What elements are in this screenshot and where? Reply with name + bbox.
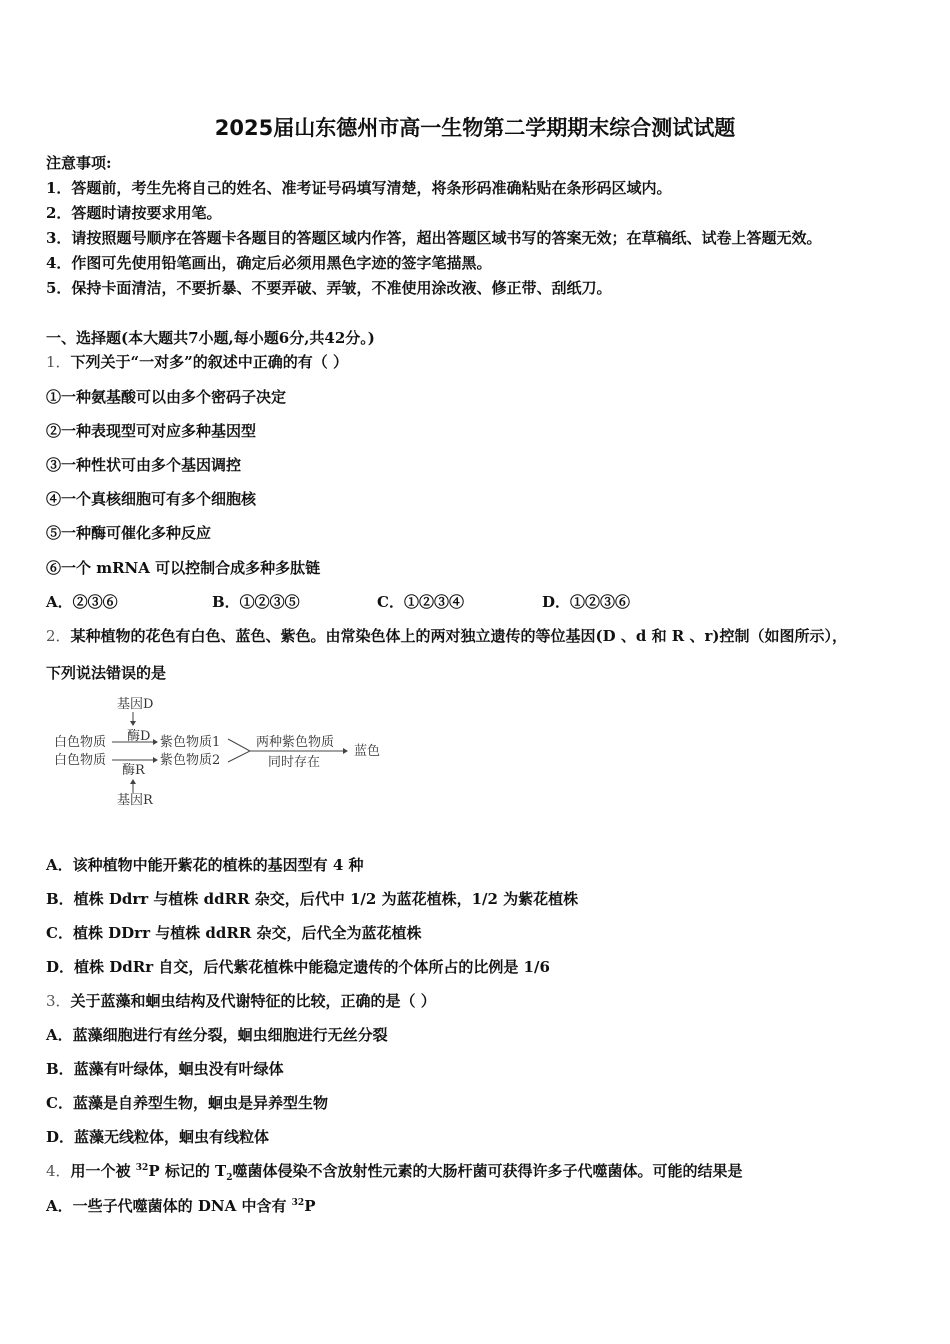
- option-text-part: P: [304, 1197, 316, 1215]
- question-stem-part: 用一个被: [70, 1162, 136, 1180]
- question-3: [46, 990, 436, 1011]
- gene-r-arrowhead: [130, 779, 136, 784]
- white-substance-2: 白色物质: [54, 753, 107, 768]
- option-a[interactable]: A．蓝藻细胞进行有丝分裂，蛔虫细胞进行无丝分裂: [46, 1026, 388, 1044]
- option-a[interactable]: A．②③⑥: [46, 593, 118, 611]
- white-substance-1: 白色物质: [54, 735, 107, 750]
- both-purple-label-2: 同时存在: [268, 755, 321, 770]
- option-b[interactable]: B．蓝藻有叶绿体，蛔虫没有叶绿体: [46, 1060, 284, 1078]
- section-heading: 一、选择题(本大题共7小题,每小题6分,共42分。): [46, 329, 375, 347]
- combine-bracket: [228, 739, 250, 762]
- enzyme-r-label: 酶R: [122, 763, 145, 778]
- option-d[interactable]: D．蓝藻无线粒体，蛔虫有线粒体: [46, 1128, 270, 1146]
- option-a[interactable]: [46, 1195, 315, 1216]
- question-2: [46, 625, 847, 646]
- question-number: 3．: [46, 992, 71, 1010]
- gene-d-label: 基因D: [117, 697, 154, 712]
- statement: ②一种表现型可对应多种基因型: [46, 422, 257, 440]
- page-title: 2025届山东德州市高一生物第二学期期末综合测试试题: [214, 116, 736, 140]
- notice-item: 1．答题前，考生先将自己的姓名、准考证号码填写清楚，将条形码准确粘贴在条形码区域内。: [46, 179, 672, 197]
- notice-item: 3．请按照题号顺序在答题卡各题目的答题区域内作答，超出答题区域书写的答案无效；在草稿纸、试卷上答题无效。: [46, 229, 822, 247]
- option-d[interactable]: D．①②③⑥: [542, 593, 631, 611]
- option-a[interactable]: A．该种植物中能开紫花的植株的基因型有 4 种: [46, 856, 364, 874]
- question-number: 1．: [46, 353, 71, 371]
- question-4: [46, 1160, 742, 1183]
- blue-label: 蓝色: [354, 744, 381, 759]
- question-stem: 下列关于“一对多”的叙述中正确的有（ ）: [70, 353, 349, 371]
- purple-substance-1: 紫色物质1: [160, 735, 221, 750]
- gene-r-label: 基因R: [117, 793, 153, 808]
- statement: ⑥一个 mRNA 可以控制合成多种多肽链: [46, 559, 321, 577]
- question-stem: 某种植物的花色有白色、蓝色、紫色。由常染色体上的两对独立遗传的等位基因(D 、d 和 R 、r)控制（如图所示），: [70, 627, 847, 645]
- purple-substance-2: 紫色物质2: [160, 753, 221, 768]
- superscript: 32: [291, 1198, 305, 1208]
- question-stem-part: P 标记的 T: [148, 1162, 227, 1180]
- enzyme-d-label: 酶D: [127, 729, 151, 744]
- superscript: 32: [135, 1163, 149, 1173]
- arrowhead-purple1: [153, 739, 158, 745]
- question-stem-part: 噬菌体侵染不含放射性元素的大肠杆菌可获得许多子代噬菌体。可能的结果是: [232, 1162, 743, 1180]
- option-c[interactable]: C．植株 DDrr 与植株 ddRR 杂交，后代全为蓝花植株: [46, 924, 422, 942]
- gene-d-arrowhead: [130, 721, 136, 726]
- option-b[interactable]: B．植株 Ddrr 与植株 ddRR 杂交，后代中 1/2 为蓝花植株，1/2 为紫花植株: [46, 890, 579, 908]
- statement: ①一种氨基酸可以由多个密码子决定: [46, 388, 287, 406]
- statement: ③一种性状可由多个基因调控: [46, 456, 242, 474]
- arrowhead-purple2: [153, 757, 158, 763]
- question-1: [46, 351, 348, 372]
- question-number: 4．: [46, 1162, 71, 1180]
- option-b[interactable]: B．①②③⑤: [212, 593, 300, 611]
- question-stem: 关于蓝藻和蛔虫结构及代谢特征的比较，正确的是（ ）: [70, 992, 436, 1010]
- statement: ④一个真核细胞可有多个细胞核: [46, 490, 257, 508]
- arrowhead-blue: [343, 748, 348, 754]
- option-d[interactable]: D．植株 DdRr 自交，后代紫花植株中能稳定遗传的个体所占的比例是 1/6: [46, 958, 550, 976]
- flower-color-pathway-diagram: [50, 692, 390, 812]
- question-stem-continued: 下列说法错误的是: [46, 664, 167, 682]
- notice-heading: 注意事项:: [46, 154, 112, 172]
- option-text-part: A．一些子代噬菌体的 DNA 中含有: [46, 1197, 292, 1215]
- notice-item: 2．答题时请按要求用笔。: [46, 204, 222, 222]
- option-c[interactable]: C．蓝藻是自养型生物，蛔虫是异养型生物: [46, 1094, 328, 1112]
- notice-item: 5．保持卡面清洁，不要折暴、不要弄破、弄皱，不准使用涂改液、修正带、刮纸刀。: [46, 279, 612, 297]
- notice-item: 4．作图可先使用铅笔画出，确定后必须用黑色字迹的签字笔描黑。: [46, 254, 492, 272]
- statement: ⑤一种酶可催化多种反应: [46, 524, 212, 542]
- question-number: 2．: [46, 627, 71, 645]
- subscript: 2: [226, 1173, 233, 1183]
- option-c[interactable]: C．①②③④: [377, 593, 464, 611]
- both-purple-label-1: 两种紫色物质: [256, 735, 335, 750]
